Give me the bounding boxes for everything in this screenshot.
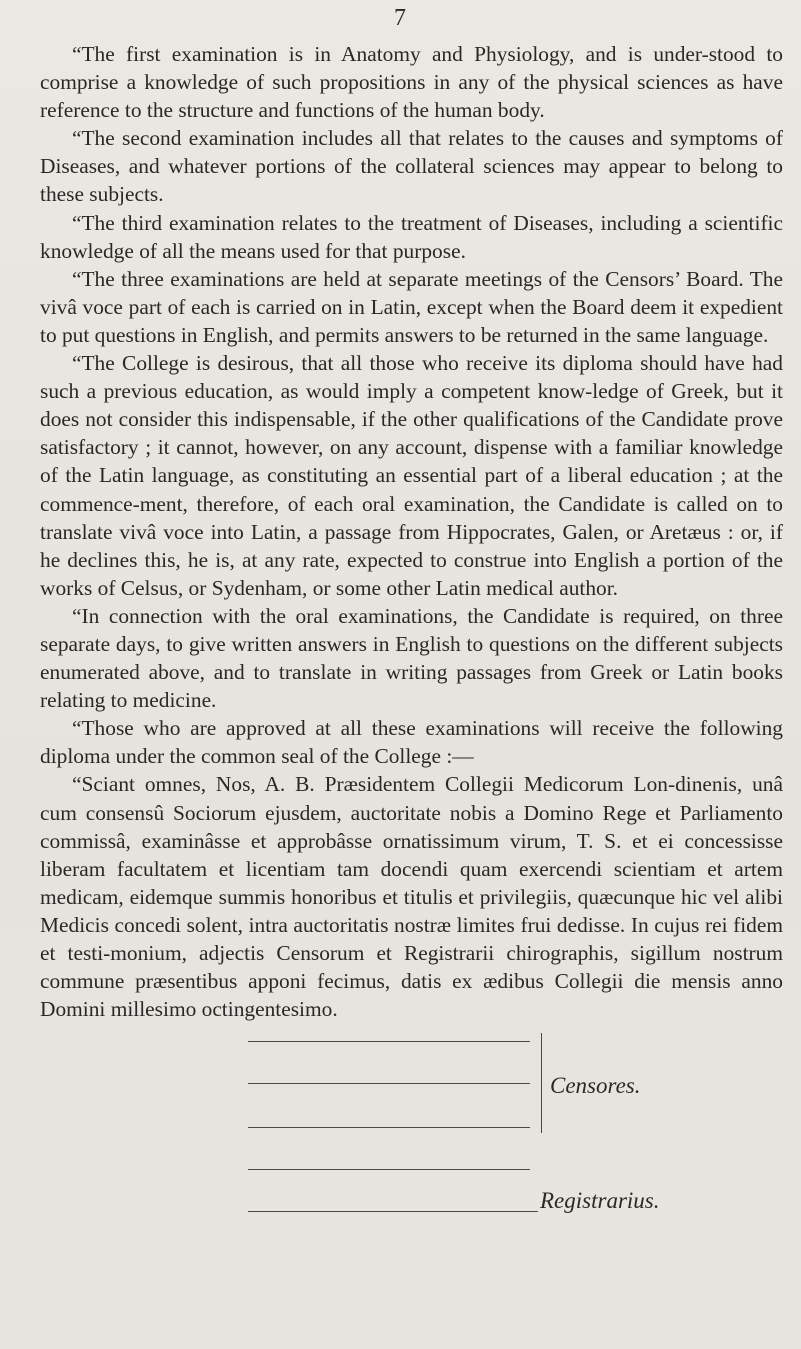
censores-label: Censores.	[550, 1073, 641, 1098]
paragraph-latin-diploma: “Sciant omnes, Nos, A. B. Præsidentem Collegii Medicorum Lon-dinenis, unâ cum consensû Sociorum ejusdem, auctoritate nobis a Domino Rege et Parliamento commissâ, examinâsse et approbâsse ornatissimum virum, T. S. et ei concessisse liberam facultatem et licentiam tam docendi quam exercendi scientiam et artem medicam, eidemque summis honoribus et titulis et privilegiis, quæcunque hic vel alibi Medicis concedi solent, intra auctoritatis nostræ limites frui dedisse. In cujus rei fidem et testi-monium, adjectis Censorum et Registrarii chirographis, sigillum nostrum commune præsentibus apponi fecimus, datis ex ædibus Collegii die mensis anno Domini millesimo octingentesimo.	[40, 772, 783, 1022]
paragraph-college-education: “The College is desirous, that all those who receive its diploma should have had such a previous education, as would imply a competent know-ledge of Greek, but it does not consider this indispensable, if the other qualifications of the Candidate prove satisfactory ; it cannot, however, on any account, dispense with a familiar knowledge of the Latin language, as constituting an essential part of a liberal education ; at the commence-ment, therefore, of each oral examination, the Candidate is called on to translate vivâ voce into Latin, a passage from Hippocrates, Galen, or Aretæus : or, if he declines this, he is, at any rate, expected to construe into English a portion of the works of Celsus, or Sydenham, or some other Latin medical author.	[40, 351, 783, 600]
signature-line	[248, 1083, 530, 1084]
paragraph-written-answers: “In connection with the oral examinations, the Candidate is required, on three separate days, to give written answers in English to questions on the different subjects enumerated above, and to translate in writing passages from Greek or Latin books relating to medicine.	[40, 603, 783, 713]
paragraph-first-examination: “The first examination is in Anatomy and Physiology, and is under-stood to comprise a knowledge of such propositions in any of the physical sciences as have reference to the structure and functions of the human body.	[40, 42, 783, 123]
censors-brace	[533, 1033, 542, 1133]
signature-line	[248, 1169, 530, 1170]
page-number: 7	[394, 5, 406, 31]
registrarius-label: Registrarius.	[540, 1188, 660, 1213]
paragraph-third-examination: “The third examination relates to the treatment of Diseases, including a scientific knowledge of all the means used for that purpose.	[40, 210, 783, 263]
paragraph-censors-board: “The three examinations are held at separate meetings of the Censors’ Board. The vivâ voce part of each is carried on in Latin, except when the Board deem it expedient to put questions in English, and permits answers to be returned in the same language.	[40, 266, 783, 347]
paragraph-diploma-intro: “Those who are approved at all these examinations will receive the following diploma under the common seal of the College :—	[40, 716, 783, 769]
body-text	[40, 40, 783, 1023]
signature-line	[248, 1041, 530, 1042]
paragraph-second-examination: “The second examination includes all that relates to the causes and symptoms of Diseases, and whatever portions of the collateral sciences may appear to belong to these subjects.	[40, 126, 783, 207]
signature-line	[248, 1211, 538, 1212]
signature-line	[248, 1127, 530, 1128]
